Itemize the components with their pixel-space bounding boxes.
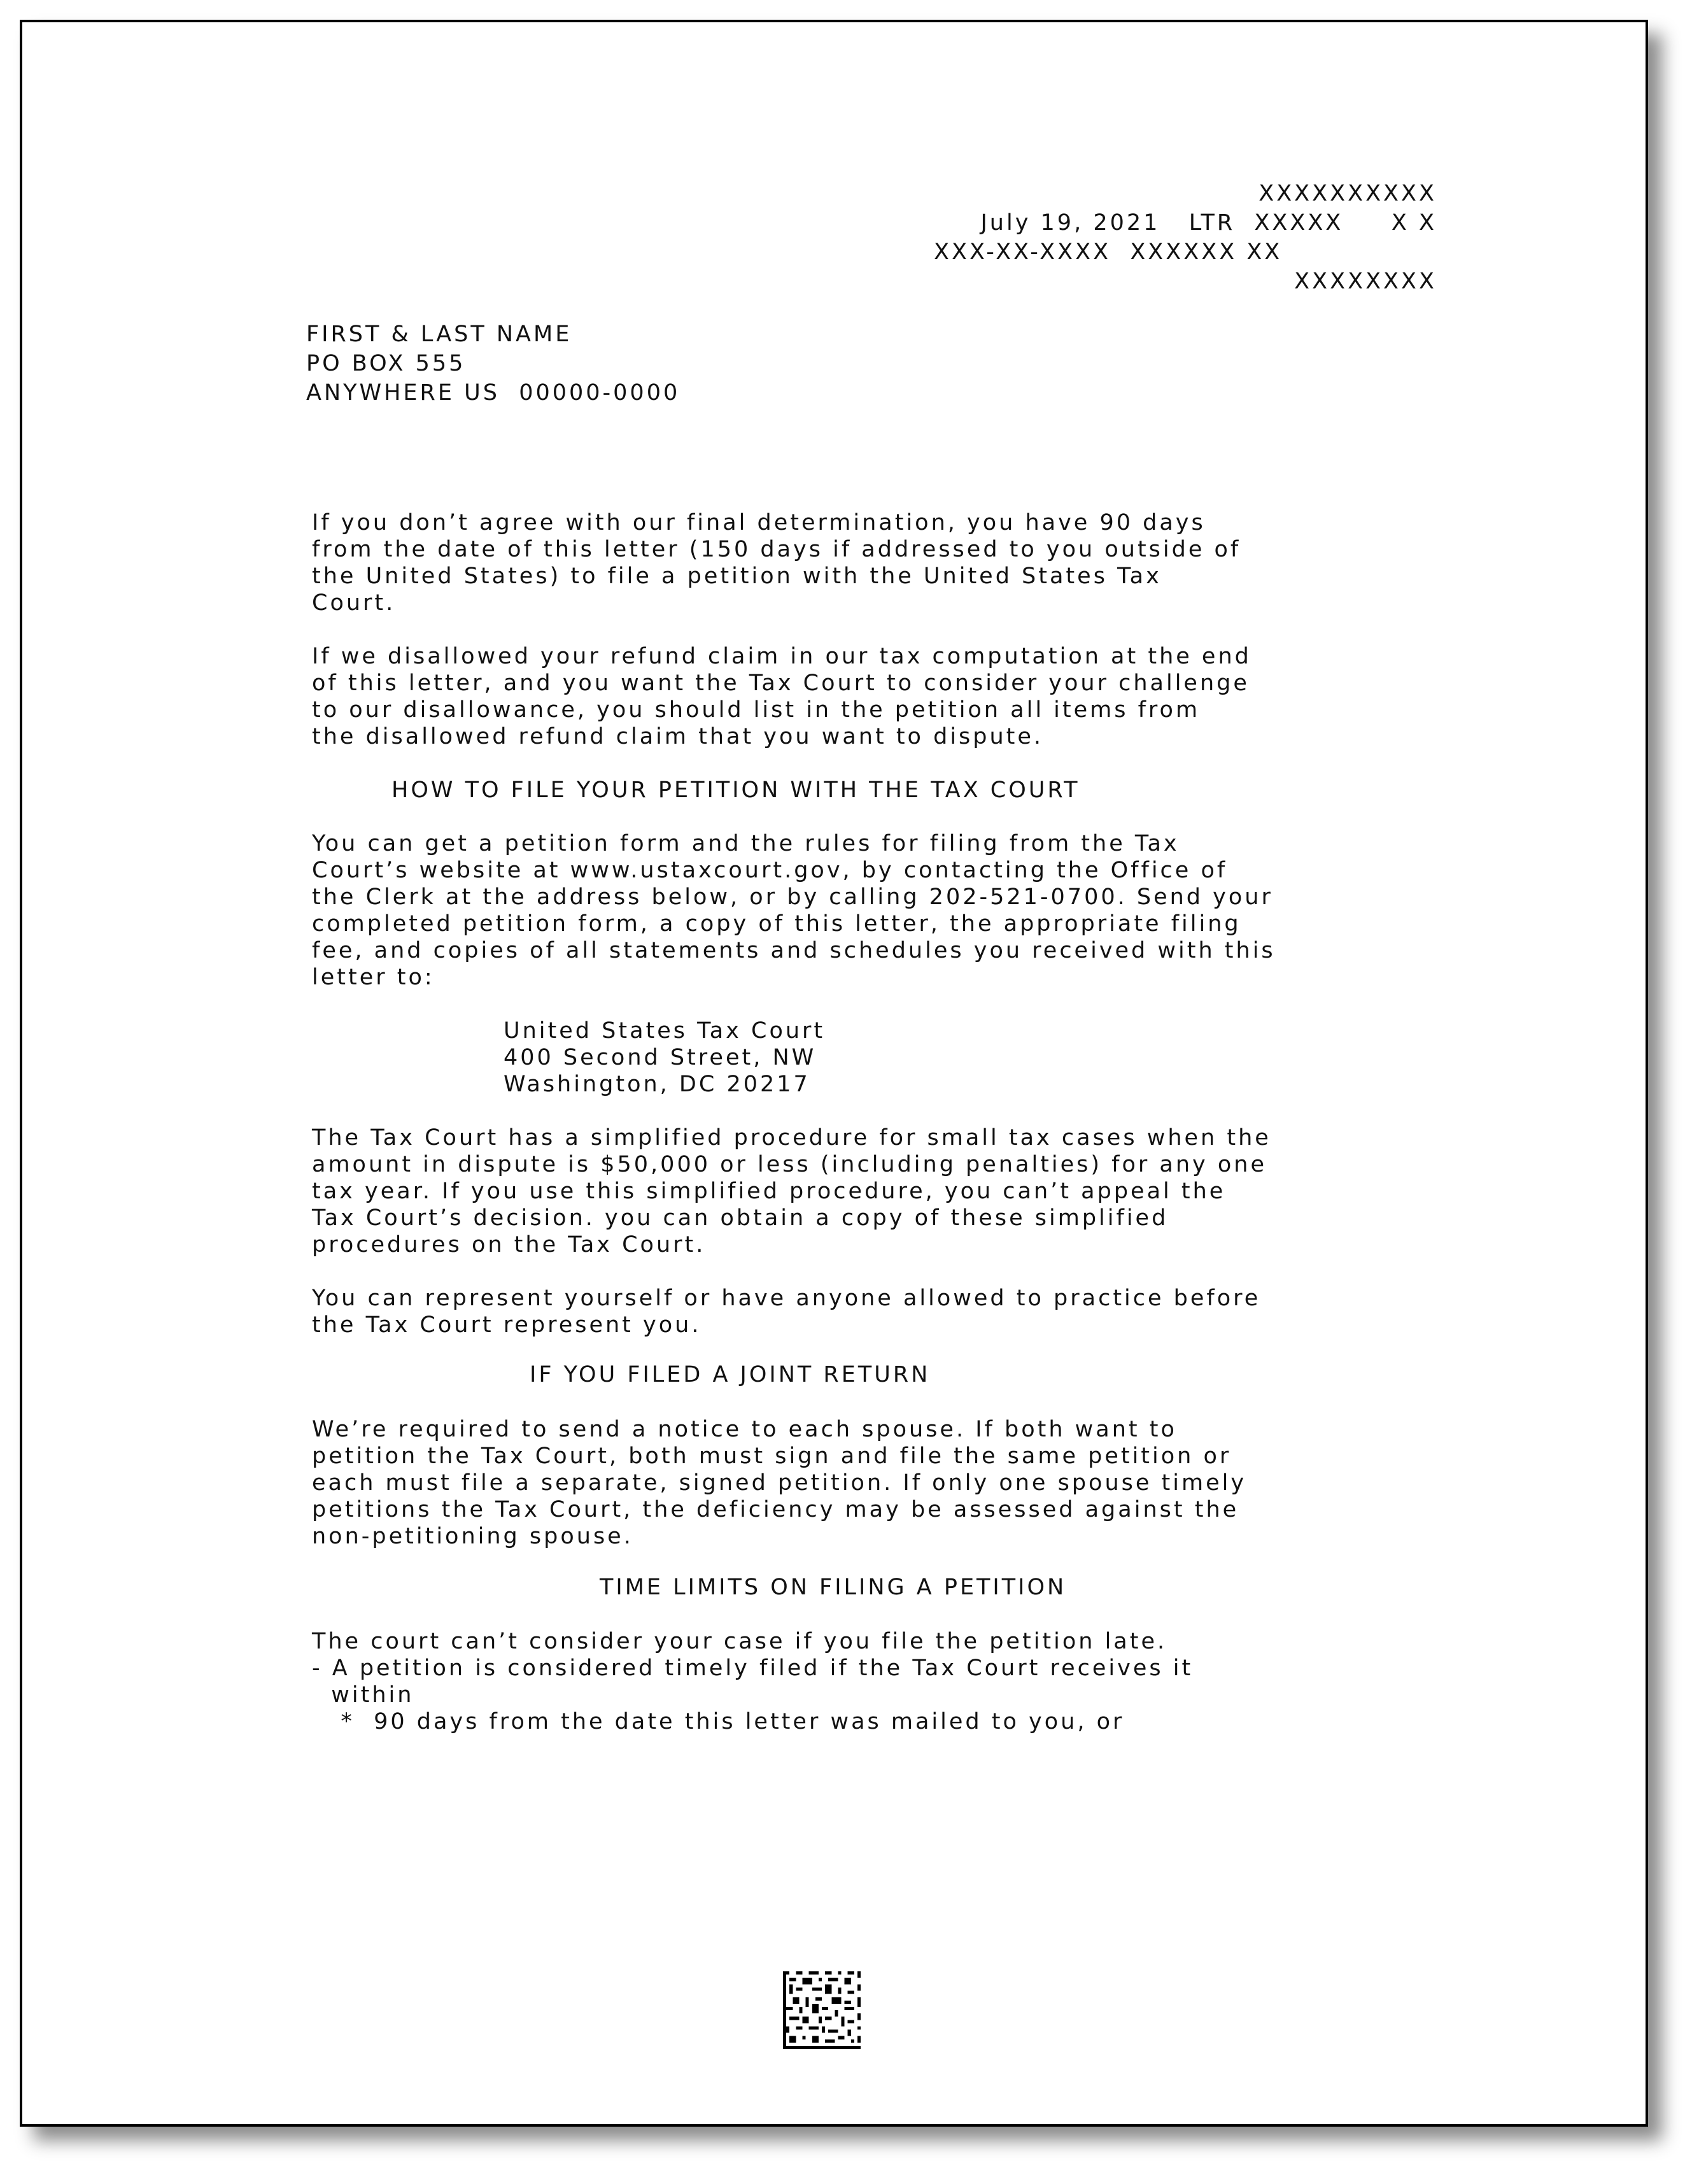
date-line: July 19, 2021 LTR XXXXX X X: [980, 210, 1437, 236]
paragraph-line: Court’s website at www.ustaxcourt.gov, by contacting the Office of: [312, 858, 1228, 883]
datamatrix-barcode-icon: [783, 1971, 861, 2049]
id-line: XXX-XX-XXXX XXXXXX XX: [934, 239, 1283, 265]
section-heading: TIME LIMITS ON FILING A PETITION: [600, 1575, 1067, 1600]
paragraph-line: We’re required to send a notice to each spouse. If both want to: [312, 1417, 1177, 1442]
paragraph-line: fee, and copies of all statements and schedules you received with this: [312, 938, 1276, 963]
paragraph-line: You can represent yourself or have anyone allowed to practice before: [312, 1286, 1261, 1311]
section-heading: HOW TO FILE YOUR PETITION WITH THE TAX COURT: [391, 777, 1080, 803]
paragraph-line: from the date of this letter (150 days if addressed to you outside of: [312, 537, 1241, 562]
recipient-city-zip: ANYWHERE US 00000-0000: [306, 380, 680, 406]
paragraph-line: You can get a petition form and the rules for filing from the Tax: [312, 831, 1180, 856]
paragraph-line: tax year. If you use this simplified procedure, you can’t appeal the: [312, 1179, 1226, 1204]
paragraph-line: non-petitioning spouse.: [312, 1524, 633, 1549]
court-address-line: United States Tax Court: [504, 1018, 826, 1044]
letter-page: [20, 20, 1648, 2127]
paragraph-line: to our disallowance, you should list in the petition all items from: [312, 697, 1201, 723]
paragraph-line: The Tax Court has a simplified procedure for small tax cases when the: [312, 1125, 1271, 1151]
paragraph-line: amount in dispute is $50,000 or less (including penalties) for any one: [312, 1152, 1267, 1177]
paragraph-line: If we disallowed your refund claim in our tax computation at the end: [312, 644, 1251, 669]
paragraph-line: completed petition form, a copy of this letter, the appropriate filing: [312, 911, 1241, 937]
paragraph-line: - A petition is considered timely filed if the Tax Court receives it: [312, 1656, 1194, 1681]
paragraph-line: the Tax Court represent you.: [312, 1312, 701, 1338]
paragraph-line: the Clerk at the address below, or by calling 202-521-0700. Send your: [312, 884, 1273, 910]
recipient-po-box: PO BOX 555: [306, 351, 466, 376]
paragraph-line: Court.: [312, 590, 396, 616]
paragraph-line: If you don’t agree with our final determination, you have 90 days: [312, 510, 1206, 535]
paragraph-line: of this letter, and you want the Tax Court to consider your challenge: [312, 670, 1250, 696]
paragraph-line: The court can’t consider your case if you file the petition late.: [312, 1629, 1167, 1654]
paragraph-line: within: [312, 1682, 414, 1708]
paragraph-line: petitions the Tax Court, the deficiency may be assessed against the: [312, 1497, 1239, 1522]
paragraph-line: each must file a separate, signed petition. If only one spouse timely: [312, 1470, 1247, 1496]
paragraph-line: petition the Tax Court, both must sign and file the same petition or: [312, 1443, 1232, 1469]
court-address-line: 400 Second Street, NW: [504, 1045, 817, 1070]
section-heading: IF YOU FILED A JOINT RETURN: [530, 1362, 931, 1387]
code-line: XXXXXXXX: [1294, 269, 1437, 294]
paragraph-line: the disallowed refund claim that you want to dispute.: [312, 724, 1044, 749]
paragraph-line: the United States) to file a petition with the United States Tax: [312, 564, 1162, 589]
paragraph-line: letter to:: [312, 965, 435, 990]
paragraph-line: procedures on the Tax Court.: [312, 1232, 706, 1258]
court-address-line: Washington, DC 20217: [504, 1072, 810, 1097]
paragraph-line: Tax Court’s decision. you can obtain a copy of these simplified: [312, 1205, 1169, 1231]
reference-code: XXXXXXXXXX: [1258, 181, 1437, 206]
recipient-name: FIRST & LAST NAME: [306, 322, 572, 347]
paragraph-line: * 90 days from the date this letter was mailed to you, or: [312, 1709, 1125, 1734]
